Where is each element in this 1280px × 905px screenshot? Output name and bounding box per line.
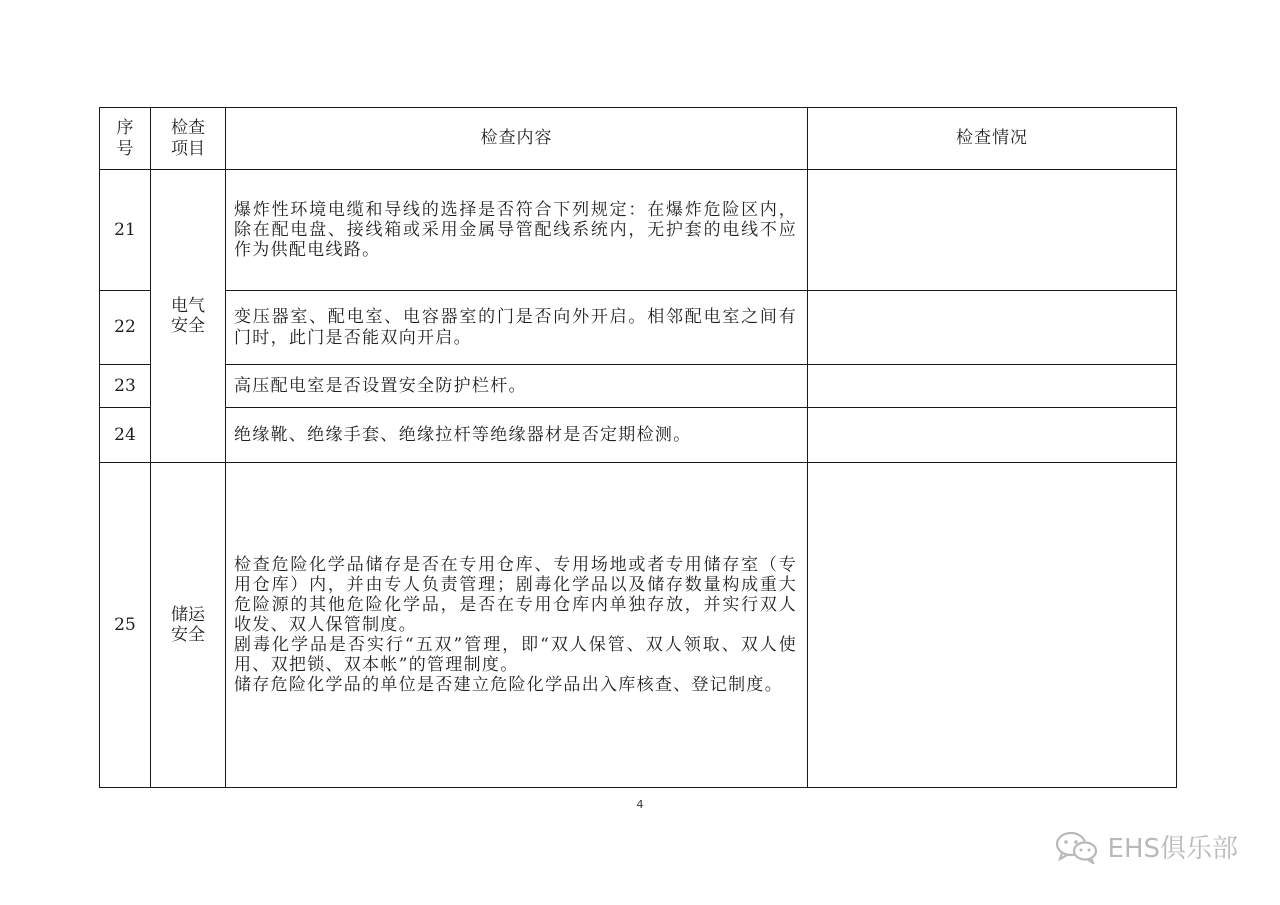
row-status[interactable] [808, 291, 1177, 365]
table-row [100, 291, 1177, 365]
table-row [100, 463, 1177, 788]
watermark-text: EHS俱乐部 [1107, 834, 1238, 864]
header-row [100, 108, 1177, 170]
row-content: 变压器室、配电室、电容器室的门是否向外开启。相邻配电室之间有门时，此门是否能双向开启。 [226, 291, 808, 365]
watermark [1054, 828, 1238, 865]
row-number: 22 [100, 291, 151, 365]
row-content: 高压配电室是否设置安全防护栏杆。 [226, 365, 808, 408]
row-number: 23 [100, 365, 151, 408]
row-number: 24 [100, 408, 151, 463]
table-row [100, 365, 1177, 408]
row-number: 25 [100, 463, 151, 788]
row-status[interactable] [808, 170, 1177, 291]
row-content: 爆炸性环境电缆和导线的选择是否符合下列规定：在爆炸危险区内，除在配电盘、接线箱或采用金属导管配线系统内，无护套的电线不应作为供配电线路。 [226, 170, 808, 291]
content-paragraph: 剧毒化学品是否实行“五双”管理，即“双人保管、双人领取、双人使用、双把锁、双本帐”的管理制度。 [234, 635, 797, 676]
group-label-electrical: 电气 安全 [151, 170, 226, 463]
row-content [226, 463, 808, 788]
row-status[interactable] [808, 463, 1177, 788]
header-no: 序 号 [100, 108, 151, 170]
row-content: 绝缘靴、绝缘手套、绝缘拉杆等绝缘器材是否定期检测。 [226, 408, 808, 463]
content-paragraph: 检查危险化学品储存是否在专用仓库、专用场地或者专用储存室（专用仓库）内，并由专人负责管理；剧毒化学品以及储存数量构成重大危险源的其他危险化学品，是否在专用仓库内单独存放，并实行双人收发、双人保管制度。 [234, 554, 797, 635]
group-label-storage: 储运 安全 [151, 463, 226, 788]
header-status: 检查情况 [808, 108, 1177, 170]
content-paragraph: 储存危险化学品的单位是否建立危险化学品出入库核查、登记制度。 [234, 675, 783, 696]
wechat-icon [1054, 830, 1100, 864]
row-status[interactable] [808, 408, 1177, 463]
page-number: 4 [636, 798, 644, 811]
table-row [100, 170, 1177, 291]
row-number: 21 [100, 170, 151, 291]
table-row [100, 408, 1177, 463]
header-item: 检查 项目 [151, 108, 226, 170]
row-status[interactable] [808, 365, 1177, 408]
inspection-table [99, 107, 1177, 788]
header-content: 检查内容 [226, 108, 808, 170]
